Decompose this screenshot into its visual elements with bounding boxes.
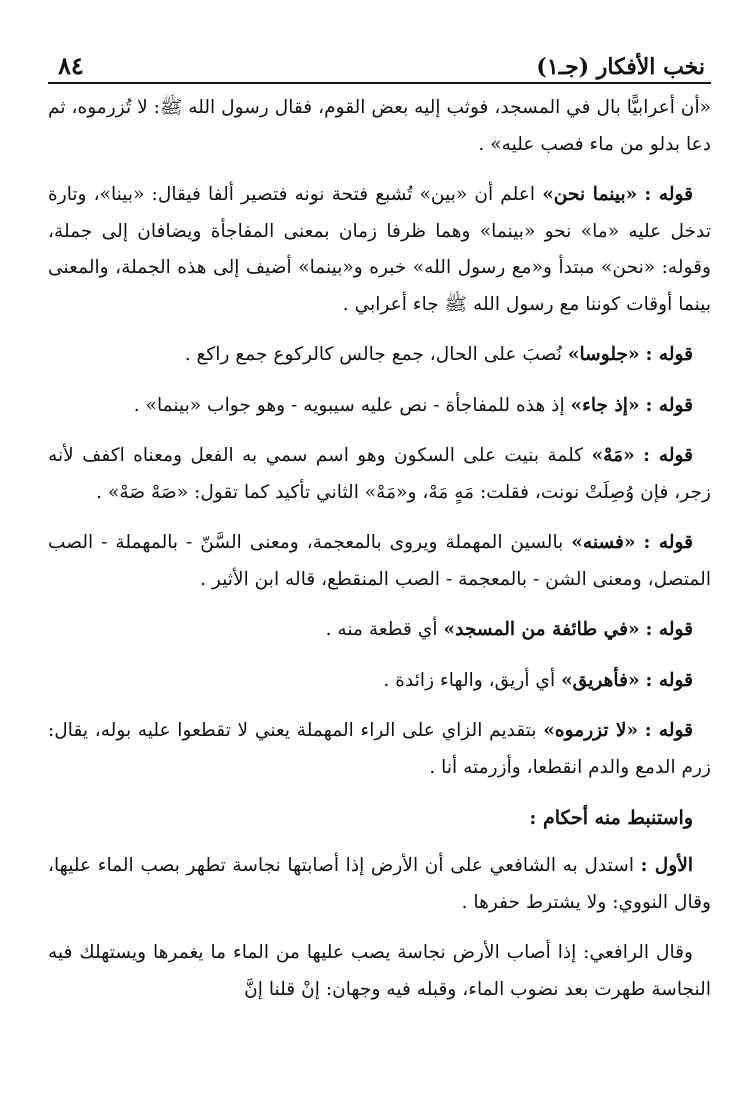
hadith-text (48, 90, 711, 163)
commentary-paragraph (48, 612, 711, 649)
quoted-term: «فسنه» (571, 532, 636, 553)
section-heading: واستنبط منه أحكام : (529, 807, 693, 829)
header-rule (48, 82, 711, 84)
paragraph-text: كلمة بنيت على السكون وهو اسم سمي به الفعل ومعناه اكفف لأنه زجر، فإن وُصِلَتْ نونت، فقلت: مَهٍ مَهْ، و«مَهْ» الثاني تأكيد كما تقول: «صَهْ صَهْ» . (48, 445, 711, 503)
paragraph-text: أي قطعة منه . (325, 619, 438, 640)
paragraph-text: إذ هذه للمفاجأة - نص عليه سيبويه - وهو جواب «بينما» . (133, 394, 565, 416)
quoted-term: «في طائفة من المسجد» (443, 619, 640, 640)
quoted-term: «لا تزرموه» (543, 720, 639, 741)
paragraph-text: نُصبَ على الحال، جمع جالس كالركوع جمع راكع . (184, 344, 562, 365)
paragraph-lead: قوله : (645, 344, 693, 365)
commentary-paragraph (48, 713, 711, 786)
commentary-paragraph (48, 337, 711, 374)
paragraph-lead: قوله : (644, 720, 693, 741)
paragraph-lead: قوله : (643, 445, 693, 466)
paragraph-text: بتقديم الزاي على الراء المهملة يعني لا تقطعوا عليه بوله، يقال: زرم الدمع والدم انقطعا، وأزرمته أنا . (48, 720, 711, 778)
ruling-paragraph (48, 848, 711, 921)
ruling-text: وقال الرافعي: إذا أصاب الأرض نجاسة يصب عليها من الماء ما يغمرها ويستهلك فيه النجاسة طهرت بعد نضوب الماء، وقبله فيه وجهان: إنْ قلنا إنَّ (48, 942, 711, 1000)
quoted-term: «إذ جاء» (570, 394, 640, 416)
running-title: نخب الأفكار (جـ١) (536, 54, 705, 80)
quoted-term: «فأهريق» (561, 669, 640, 691)
paragraph-text: بالسين المهملة ويروى بالمعجمة، ومعنى السَّنّ - بالمهملة - الصب المتصل، ومعنى الشن - بالمعجمة - الصب المنقطع، قاله ابن الأثير . (48, 532, 711, 590)
paragraph-lead: قوله : (644, 184, 694, 205)
paragraph-text: أي أريق، والهاء زائدة . (383, 669, 556, 691)
page-body (48, 90, 711, 1008)
commentary-paragraph (48, 388, 711, 425)
commentary-paragraph (48, 525, 711, 598)
commentary-paragraph (48, 177, 711, 323)
ruling-paragraph (48, 935, 711, 1008)
quoted-term: «بينما نحن» (542, 184, 638, 205)
paragraph-text: اعلم أن «بين» تُشبع فتحة نونه فتصير ألفا فيقال: «بينا»، وتارة تدخل عليه «ما» نحو «بينما» وهما ظرفا زمان بمعنى المفاجأة ويضافان إلى جملة، وقوله: «نحن» مبتدأ و«مع رسول الله» خبره و«بينما» أضيف إلى هذه الجملة، والمعنى بينما أوقات كوننا مع رسول الله ﷺ جاء أعرابي . (48, 184, 711, 315)
paragraph-lead: قوله : (645, 619, 693, 640)
paragraph-lead: قوله : (643, 532, 694, 553)
ruling-text: استدل به الشافعي على أن الأرض إذا أصابتها نجاسة تطهر بصب الماء عليها، وقال النووي: ولا يشترط حفرها . (48, 855, 711, 913)
quoted-term: «مَهْ» (591, 445, 635, 466)
commentary-paragraph (48, 438, 711, 511)
commentary-paragraph (48, 663, 711, 700)
paragraph-lead: قوله : (645, 394, 693, 416)
quoted-term: «جلوسا» (567, 344, 640, 365)
page-header (48, 22, 711, 80)
paragraph-lead: قوله : (645, 669, 693, 691)
page-number: ٨٤ (58, 51, 84, 80)
ruling-lead: الأول : (640, 855, 693, 876)
paragraph-text: «أن أعرابيًّا بال في المسجد، فوثب إليه بعض القوم، فقال رسول الله ﷺ: لا تُزرموه، ثم دعا بدلو من ماء فصب عليه» . (48, 97, 711, 155)
